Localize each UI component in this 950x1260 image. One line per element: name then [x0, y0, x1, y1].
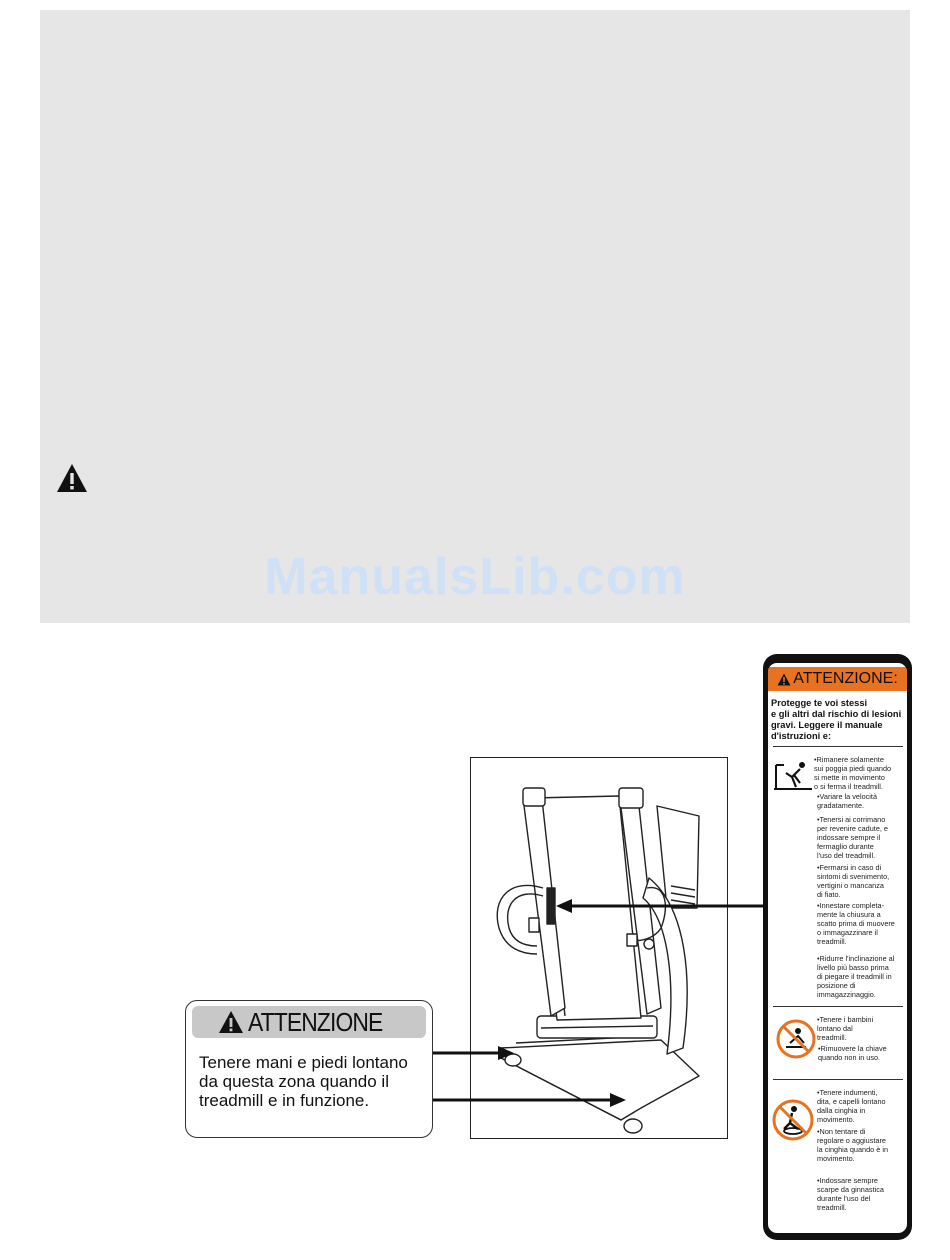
no-children-icon: [776, 1019, 816, 1059]
label-title: ATTENZIONE:: [793, 670, 898, 687]
warning-icon: [218, 1010, 244, 1034]
label-intro: [771, 698, 906, 742]
label-header: [768, 667, 907, 691]
instruction: •Non tentare di regolare o aggiustare la cinghia quando è in movimento.: [817, 1127, 888, 1163]
attenzione-tall-label: [763, 654, 912, 1240]
separator: [773, 1006, 903, 1007]
instruction: •Tenersi ai corrimano per revenire cadute, e indossare sempre il fermaglio durante l'uso del treadmill.: [817, 815, 888, 860]
hands-feet-warning-label: [185, 1000, 433, 1138]
label-line: Tenere mani e piedi lontano: [199, 1053, 408, 1072]
intro-line: e gli altri dal rischio di lesioni: [771, 709, 902, 719]
label-line: treadmill e in funzione.: [199, 1091, 370, 1110]
instruction: •Tenere i bambini lontano dal treadmill.: [817, 1015, 874, 1042]
instruction: •Tenere indumenti, dita, e capelli lontano dalla cinghia in movimento.: [817, 1088, 886, 1124]
label-line: da questa zona quando il: [199, 1072, 389, 1091]
intro-line: gravi. Leggere il manuale: [771, 720, 883, 730]
instruction: •Rimuovere la chiave quando non in uso.: [818, 1044, 887, 1062]
watermark: ManualsLib.com: [264, 548, 686, 606]
intro-line: Protegge te voi stessi: [771, 698, 868, 708]
separator: [773, 746, 903, 747]
label-body: [199, 1053, 429, 1110]
warning-icon: [777, 673, 791, 686]
label-title: ATTENZIONE: [247, 1006, 383, 1037]
instruction: •Rimanere solamente sui poggia piedi quando si mette in movimento o si ferma il treadmill.: [814, 755, 892, 791]
intro-line: d'istruzioni e:: [771, 731, 832, 741]
separator: [773, 1079, 903, 1080]
instruction: •Ridurre l'inclinazione al livello più basso prima di piegare il treadmill in posizione di immagazzinaggio.: [817, 954, 895, 999]
instruction: •Variare la velocità gradatamente.: [817, 792, 878, 810]
label-header: [192, 1006, 426, 1038]
fall-hazard-icon: [772, 759, 814, 793]
instruction: •Innestare completa- mente la chiusura a scatto prima di muovere o immagazzinare il treadmill.: [817, 901, 895, 946]
instruction: •Fermarsi in caso di sintomi di svenimento, vertigini o mancanza di fiato.: [817, 863, 890, 899]
instruction: •Indossare sempre scarpe da ginnastica durante l'uso del treadmill.: [817, 1176, 884, 1212]
entanglement-hazard-icon: [772, 1099, 814, 1141]
